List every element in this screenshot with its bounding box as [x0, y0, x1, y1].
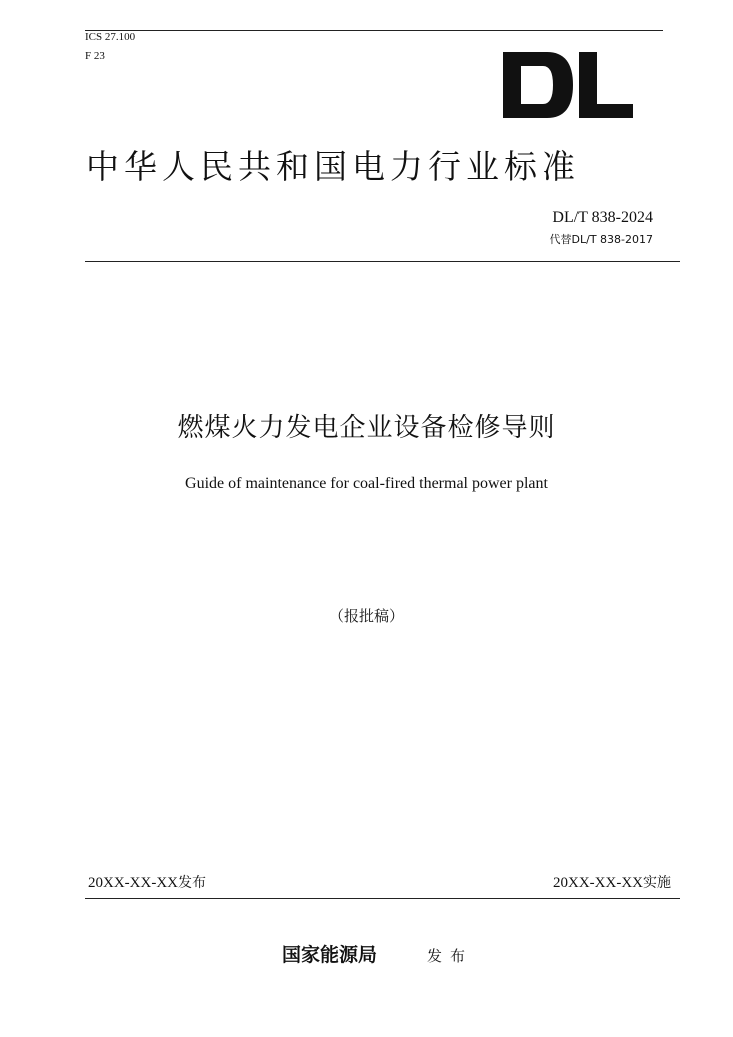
english-title: Guide of maintenance for coal-fired thermal power plant — [185, 475, 548, 492]
replaces-standard: 代替DL/T 838-2017 — [549, 233, 653, 246]
organization-title: 中华人民共和国电力行业标准 — [86, 147, 580, 186]
publisher: 国家能源局 — [282, 944, 378, 966]
publish-word: 发布 — [427, 947, 474, 965]
dl-logo — [495, 50, 635, 120]
top-rule — [85, 30, 663, 31]
implementation-date-label: 实施 — [643, 875, 671, 891]
header-rule — [85, 261, 680, 262]
chinese-title: 燃煤火力发电企业设备检修导则 — [177, 413, 556, 443]
standard-number: DL/T 838-2024 — [552, 209, 653, 226]
ics-code: ICS 27.100 — [85, 31, 136, 43]
dl-logo-letter-d — [503, 52, 573, 118]
issue-date — [88, 872, 206, 894]
dl-logo-letter-l — [579, 52, 633, 118]
implementation-date — [553, 872, 671, 894]
classification-code: F 23 — [85, 50, 105, 62]
draft-status: （报批稿） — [328, 607, 404, 625]
issue-date-value: 20XX-XX-XX — [88, 875, 178, 891]
implementation-date-value: 20XX-XX-XX — [553, 875, 643, 891]
footer-rule — [85, 898, 680, 899]
issue-date-label: 发布 — [178, 875, 206, 891]
